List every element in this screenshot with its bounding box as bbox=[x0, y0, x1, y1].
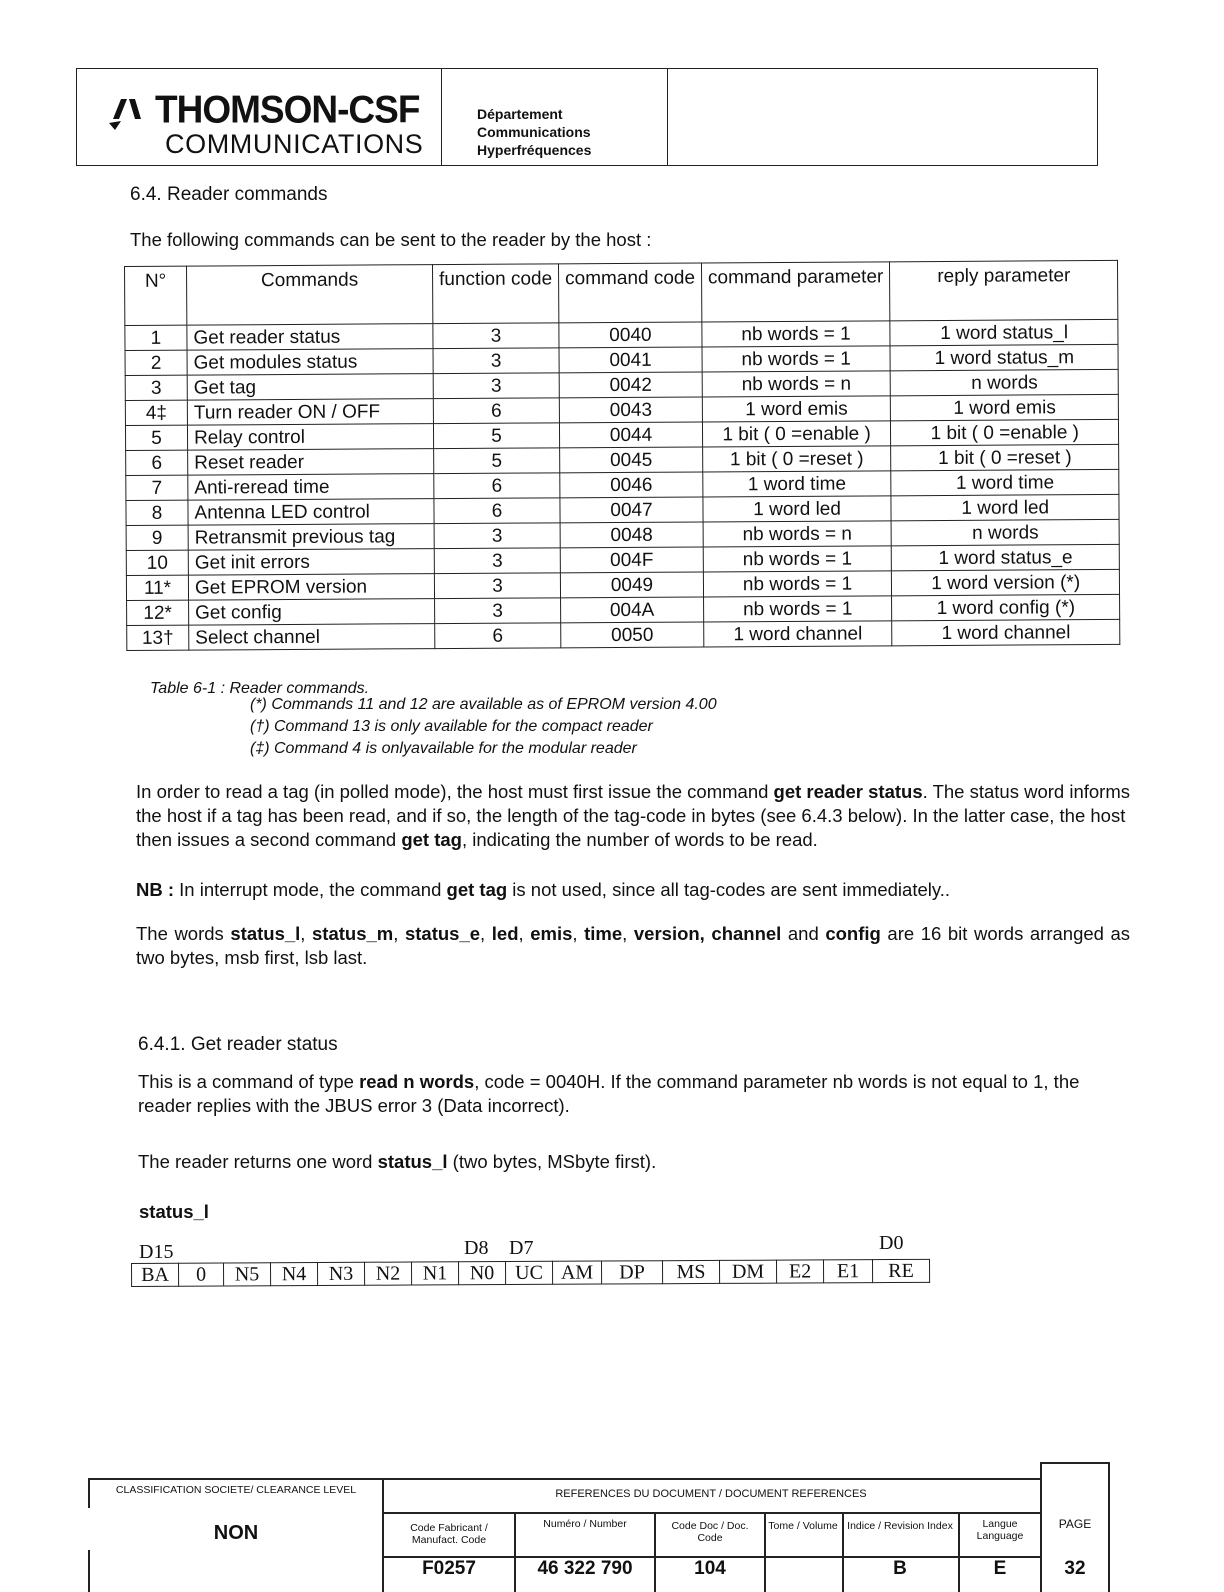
section-title: 6.4. Reader commands bbox=[130, 184, 328, 205]
cell-no: 11* bbox=[126, 575, 188, 600]
register-bit: 0 bbox=[179, 1263, 224, 1286]
cell-command: Get config bbox=[189, 599, 435, 626]
register-bits-row bbox=[132, 1259, 930, 1286]
cell-no: 2 bbox=[125, 350, 187, 375]
ref-col-volume: Tome / Volume bbox=[768, 1520, 838, 1532]
classification-value: NON bbox=[213, 1522, 259, 1544]
page-number: 32 bbox=[1064, 1558, 1086, 1579]
cell-command-parameter: 1 bit ( 0 =reset ) bbox=[703, 446, 891, 472]
cell-function-code: 3 bbox=[433, 323, 559, 349]
cell-command-parameter: nb words = n bbox=[702, 371, 890, 397]
bit-label-d8: D8 bbox=[464, 1237, 489, 1259]
table-header-row bbox=[125, 260, 1119, 325]
header-command-parameter: command parameter bbox=[701, 262, 890, 322]
register-bit: AM bbox=[552, 1261, 601, 1284]
cell-command-code: 0041 bbox=[559, 347, 702, 373]
commands-table bbox=[124, 260, 1121, 651]
register-bit: N4 bbox=[271, 1263, 318, 1286]
cell-command: Get reader status bbox=[187, 324, 433, 351]
document-footer bbox=[88, 1462, 1110, 1592]
cell-command: Antenna LED control bbox=[188, 499, 434, 526]
company-name: THOMSON-CSF bbox=[155, 87, 420, 132]
cell-command: Relay control bbox=[187, 424, 433, 451]
header-function-code: function code bbox=[432, 264, 558, 324]
cell-command-code: 0044 bbox=[559, 422, 702, 448]
cell-command: Anti-reread time bbox=[188, 474, 434, 501]
cell-reply-parameter: 1 word status_m bbox=[890, 344, 1118, 370]
cell-function-code: 3 bbox=[434, 573, 560, 599]
cell-reply-parameter: 1 bit ( 0 =enable ) bbox=[891, 419, 1119, 445]
cell-function-code: 5 bbox=[433, 423, 559, 449]
cell-command-code: 004F bbox=[560, 547, 703, 573]
cell-function-code: 5 bbox=[434, 448, 560, 474]
logo-block bbox=[77, 69, 442, 165]
cell-no: 13† bbox=[127, 625, 189, 650]
register-bit: BA bbox=[132, 1263, 179, 1286]
cell-function-code: 6 bbox=[434, 473, 560, 499]
ref-col-number: Numéro / Number bbox=[543, 1518, 627, 1530]
register-bit: E1 bbox=[823, 1260, 872, 1283]
register-bit: RE bbox=[872, 1259, 929, 1282]
cell-command-code: 0043 bbox=[559, 397, 702, 423]
cell-command-parameter: nb words = 1 bbox=[702, 321, 890, 347]
cell-no: 10 bbox=[126, 550, 188, 575]
cell-command: Get tag bbox=[187, 374, 433, 401]
cell-command: Get EPROM version bbox=[188, 574, 434, 601]
cell-no: 9 bbox=[126, 525, 188, 550]
cell-command-parameter: 1 bit ( 0 =enable ) bbox=[702, 421, 890, 447]
cell-function-code: 3 bbox=[434, 548, 560, 574]
cell-reply-parameter: 1 word time bbox=[891, 469, 1119, 495]
cell-command-code: 0042 bbox=[559, 372, 702, 398]
cell-no: 12* bbox=[127, 600, 189, 625]
register-bit: N1 bbox=[411, 1262, 458, 1285]
cell-command-code: 0045 bbox=[560, 447, 703, 473]
header-reply-parameter: reply parameter bbox=[890, 260, 1118, 320]
cell-no: 7 bbox=[126, 475, 188, 500]
cell-no: 6 bbox=[126, 450, 188, 475]
cell-function-code: 6 bbox=[433, 398, 559, 424]
dept-line-1: Département bbox=[477, 106, 563, 122]
bit-label-d0: D0 bbox=[879, 1232, 904, 1254]
cell-command-parameter: 1 word emis bbox=[702, 396, 890, 422]
register-bit: N2 bbox=[364, 1262, 411, 1285]
paragraph-polled-mode: In order to read a tag (in polled mode), the host must first issue the command get reader status. The status word informs the host if a tag has been read, and if so, the length of the tag-code in bytes (see 6.4.3 below). In the latter case, the host then issues a second command get tag, indicating the number of words to be read. bbox=[136, 781, 1130, 850]
ref-col-manufact-code: Code Fabricant / Manufact. Code bbox=[410, 1522, 488, 1546]
cell-command-code: 0050 bbox=[561, 622, 704, 648]
cell-command: Turn reader ON / OFF bbox=[187, 399, 433, 426]
cell-command-parameter: nb words = 1 bbox=[703, 571, 891, 597]
ref-col-language: Langue Language bbox=[976, 1518, 1024, 1542]
references-label: REFERENCES DU DOCUMENT / DOCUMENT REFERENCES bbox=[555, 1488, 867, 1500]
dept-line-3: Hyperfréquences bbox=[477, 142, 592, 158]
caption-note-2: (†) Command 13 is only available for the compact reader bbox=[250, 718, 653, 735]
section-intro: The following commands can be sent to the reader by the host : bbox=[130, 229, 652, 250]
cell-reply-parameter: 1 word version (*) bbox=[892, 569, 1120, 595]
cell-reply-parameter: 1 word status_l bbox=[890, 319, 1118, 345]
department-block bbox=[441, 69, 668, 165]
table-caption: Table 6-1 : Reader commands. bbox=[150, 680, 370, 697]
register-bit: DM bbox=[719, 1260, 776, 1283]
ref-value-number: 46 322 790 bbox=[537, 1558, 633, 1579]
ref-value-revision-index: B bbox=[893, 1558, 907, 1579]
cell-reply-parameter: 1 word status_e bbox=[891, 544, 1119, 570]
paragraph-get-reader-status: This is a command of type read n words, code = 0040H. If the command parameter nb words is not equal to 1, the reader replies with the JBUS error 3 (Data incorrect). bbox=[138, 1071, 1080, 1116]
cell-command-parameter: nb words = 1 bbox=[703, 596, 891, 622]
cell-function-code: 3 bbox=[433, 373, 559, 399]
cell-command-parameter: nb words = n bbox=[703, 521, 891, 547]
company-division: COMMUNICATIONS bbox=[165, 129, 424, 159]
cell-function-code: 3 bbox=[434, 523, 560, 549]
cell-command-parameter: 1 word time bbox=[703, 471, 891, 497]
cell-command: Reset reader bbox=[188, 449, 434, 476]
bit-label-d15: D15 bbox=[139, 1241, 174, 1263]
cell-function-code: 6 bbox=[434, 498, 560, 524]
cell-command-parameter: 1 word channel bbox=[704, 621, 892, 647]
cell-function-code: 3 bbox=[433, 348, 559, 374]
register-bit: N0 bbox=[458, 1262, 505, 1285]
ref-value-manufact-code: F0257 bbox=[422, 1558, 476, 1579]
paragraph-status-word: The reader returns one word status_l (two bytes, MSbyte first). bbox=[138, 1151, 657, 1172]
cell-no: 8 bbox=[126, 500, 188, 525]
dept-line-2: Communications bbox=[477, 124, 591, 140]
cell-no: 3 bbox=[125, 375, 187, 400]
cell-reply-parameter: n words bbox=[890, 369, 1118, 395]
cell-reply-parameter: 1 word channel bbox=[892, 619, 1120, 645]
cell-command-code: 0047 bbox=[560, 497, 703, 523]
cell-command: Get init errors bbox=[188, 549, 434, 576]
thomson-logo-icon bbox=[107, 97, 147, 131]
cell-no: 4‡ bbox=[125, 400, 187, 425]
cell-reply-parameter: 1 word config (*) bbox=[892, 594, 1120, 620]
register-bit: UC bbox=[505, 1261, 552, 1284]
register-bit: N5 bbox=[224, 1263, 271, 1286]
cell-command-code: 0040 bbox=[559, 322, 702, 348]
cell-reply-parameter: 1 word emis bbox=[891, 394, 1119, 420]
caption-note-3: (‡) Command 4 is onlyavailable for the modular reader bbox=[250, 740, 637, 757]
cell-command: Select channel bbox=[189, 624, 435, 651]
cell-command-parameter: 1 word led bbox=[703, 496, 891, 522]
document-header bbox=[76, 68, 1098, 166]
cell-no: 5 bbox=[125, 425, 187, 450]
page-label: PAGE bbox=[1058, 1517, 1092, 1531]
cell-command: Get modules status bbox=[187, 349, 433, 376]
cell-command-code: 004A bbox=[561, 597, 704, 623]
cell-function-code: 6 bbox=[435, 623, 561, 649]
header-command-code: command code bbox=[559, 263, 702, 323]
register-bit: N3 bbox=[318, 1262, 365, 1285]
cell-command-parameter: nb words = 1 bbox=[703, 546, 891, 572]
register-bit: E2 bbox=[776, 1260, 823, 1283]
cell-reply-parameter: 1 word led bbox=[891, 494, 1119, 520]
cell-command-code: 0048 bbox=[560, 522, 703, 548]
paragraph-word-format: The words status_l, status_m, status_e, led, emis, time, version, channel and config are 16 bit words arranged as two bytes, msb first, lsb last. bbox=[136, 923, 1131, 968]
cell-command-code: 0046 bbox=[560, 472, 703, 498]
ref-col-revision-index: Indice / Revision Index bbox=[847, 1520, 953, 1532]
header-no: N° bbox=[125, 266, 187, 325]
caption-note-1: (*) Commands 11 and 12 are available as of EPROM version 4.00 bbox=[250, 696, 717, 713]
cell-command-parameter: nb words = 1 bbox=[702, 346, 890, 372]
register-bit: MS bbox=[662, 1260, 719, 1283]
ref-col-doc-code: Code Doc / Doc. Code bbox=[671, 1520, 749, 1544]
register-title: status_l bbox=[139, 1201, 209, 1222]
cell-no: 1 bbox=[125, 325, 187, 350]
bit-label-d7: D7 bbox=[509, 1237, 534, 1259]
register-bit: DP bbox=[601, 1261, 662, 1284]
cell-reply-parameter: n words bbox=[891, 519, 1119, 545]
cell-function-code: 3 bbox=[435, 598, 561, 624]
subsection-title: 6.4.1. Get reader status bbox=[138, 1034, 338, 1055]
table-row bbox=[127, 619, 1120, 650]
classification-label: CLASSIFICATION SOCIETE/ CLEARANCE LEVEL bbox=[115, 1484, 357, 1496]
cell-command: Retransmit previous tag bbox=[188, 524, 434, 551]
status-register bbox=[131, 1259, 930, 1287]
header-commands: Commands bbox=[187, 265, 433, 326]
ref-value-language: E bbox=[993, 1558, 1007, 1579]
paragraph-interrupt-mode: NB : In interrupt mode, the command get tag is not used, since all tag-codes are sent immediately.. bbox=[136, 879, 951, 900]
cell-command-code: 0049 bbox=[560, 572, 703, 598]
cell-reply-parameter: 1 bit ( 0 =reset ) bbox=[891, 444, 1119, 470]
ref-value-doc-code: 104 bbox=[694, 1558, 726, 1579]
